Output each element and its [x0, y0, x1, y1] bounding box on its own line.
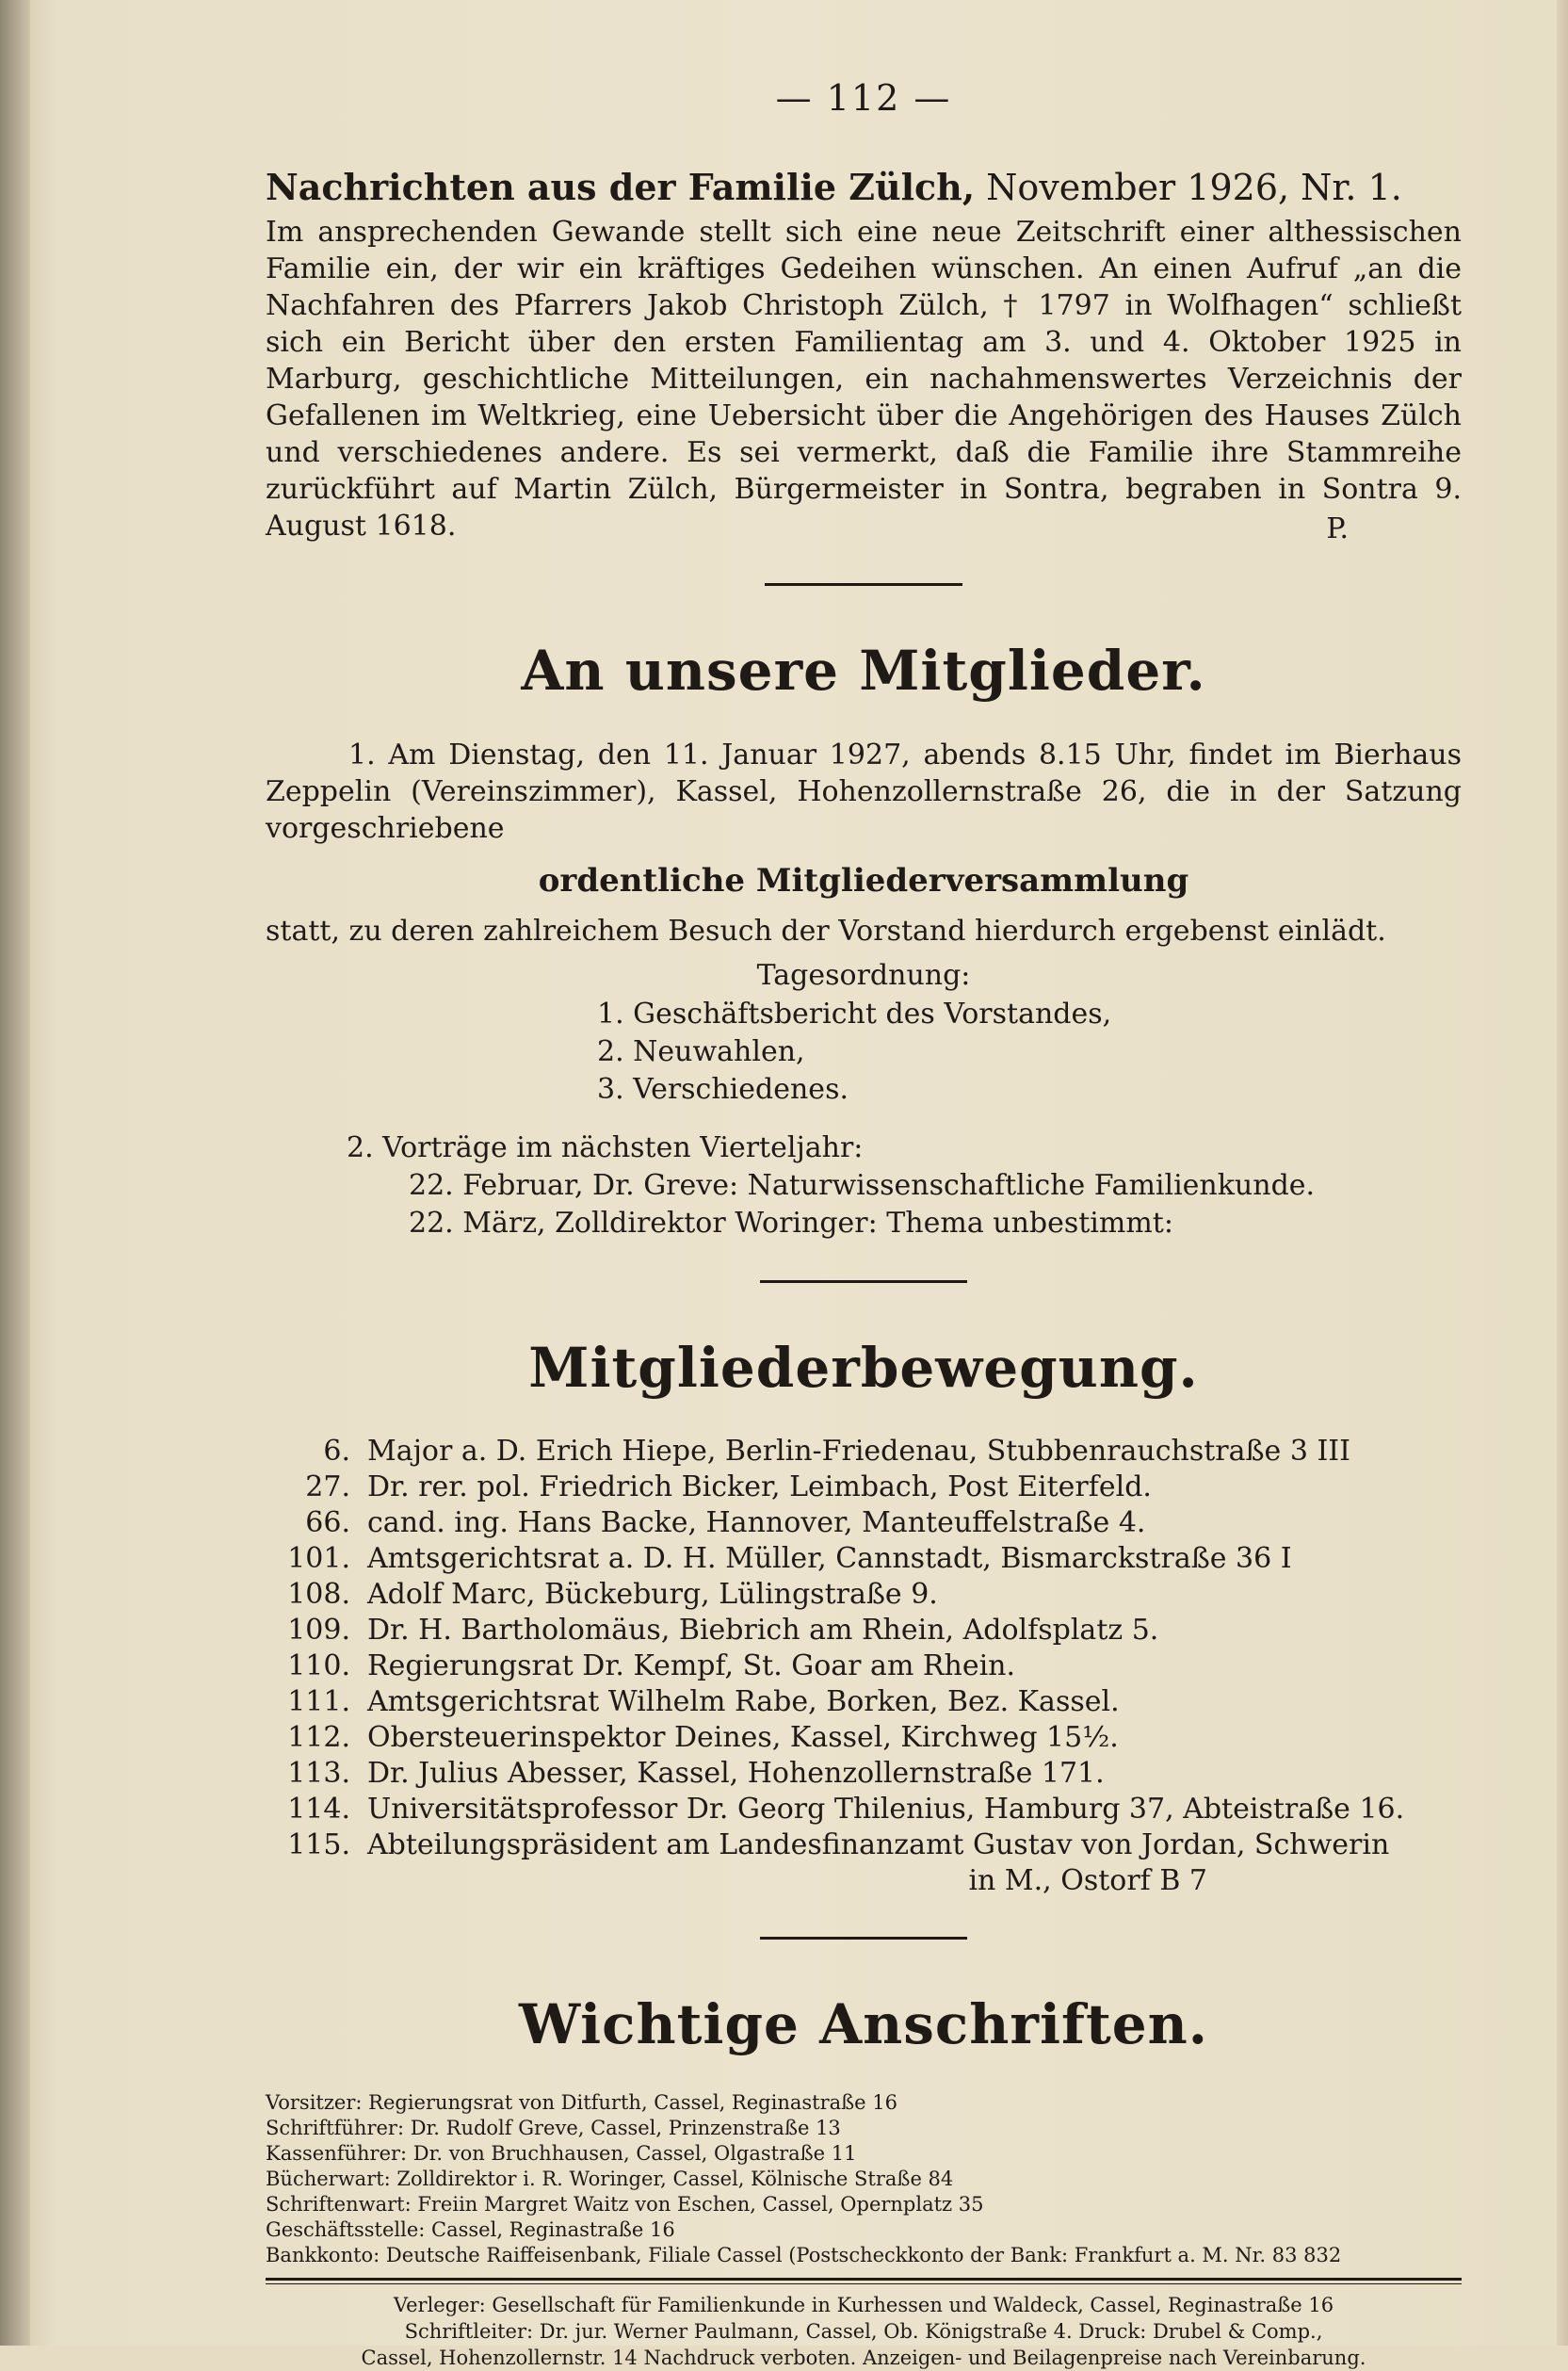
members-notice-section	[266, 639, 1462, 1242]
talk-item: 22. Februar, Dr. Greve: Naturwissenschaftliche Familienkunde.	[409, 1169, 1316, 1202]
address-line: Vorsitzer: Regierungsrat von Ditfurth, Cassel, Reginastraße 16	[266, 2091, 897, 2114]
imprint-section	[266, 2292, 1462, 2371]
addresses-section	[266, 1992, 1462, 2268]
member-text: Obersteuerinspektor Deines, Kassel, Kirchweg 15½.	[367, 1721, 1119, 1754]
members-notice-heading: An unsere Mitglieder.	[521, 639, 1206, 703]
membership-heading: Mitgliederbewegung.	[528, 1336, 1199, 1400]
member-entry	[266, 1684, 1462, 1720]
news-title-bold: Nachrichten aus der Familie Zülch,	[266, 166, 976, 208]
imprint-divider	[266, 2278, 1462, 2284]
member-text: Amtsgerichtsrat a. D. H. Müller, Cannstadt, Bismarckstraße 36 I	[367, 1542, 1292, 1575]
member-text: Universitätsprofessor Dr. Georg Thilenius, Hamburg 37, Abteistraße 16.	[367, 1793, 1405, 1826]
talks-list	[409, 1167, 1462, 1242]
agenda-item: 2. Neuwahlen,	[597, 1035, 805, 1068]
member-entry	[266, 1613, 1462, 1648]
imprint-line: Cassel, Hohenzollernstr. 14 Nachdruck verboten. Anzeigen- und Beilagenpreise nach Vereinbarung.	[361, 2347, 1366, 2369]
page-content	[266, 77, 1462, 2371]
agenda-list	[597, 996, 1462, 1109]
member-entry	[266, 1720, 1462, 1756]
member-number: 112.	[287, 1721, 350, 1754]
member-number: 114.	[287, 1793, 350, 1826]
news-section	[266, 166, 1462, 545]
member-text: Dr. Julius Abesser, Kassel, Hohenzollernstraße 171.	[367, 1757, 1105, 1790]
member-number: 111.	[287, 1685, 350, 1718]
news-signature: P.	[1326, 512, 1349, 545]
member-entry	[266, 1756, 1462, 1792]
member-number: 101.	[287, 1542, 350, 1575]
member-number: 27.	[305, 1470, 350, 1503]
member-entry	[266, 1577, 1462, 1613]
address-line: Geschäftsstelle: Cassel, Reginastraße 16	[266, 2218, 675, 2241]
meeting-name: ordentliche Mitgliederversammlung	[538, 862, 1189, 900]
member-text: Regierungsrat Dr. Kempf, St. Goar am Rhein.	[367, 1649, 1016, 1682]
member-entry	[266, 1505, 1462, 1541]
member-number: 6.	[323, 1435, 350, 1468]
section-divider	[765, 583, 962, 586]
member-entry	[266, 1470, 1462, 1505]
member-text: Dr. rer. pol. Friedrich Bicker, Leimbach, Post Eiterfeld.	[367, 1470, 1152, 1503]
agenda-title: Tagesordnung:	[756, 959, 971, 992]
member-number: 109.	[287, 1614, 350, 1647]
section-divider	[760, 1280, 967, 1283]
member-entry	[266, 1541, 1462, 1577]
imprint-line: Schriftleiter: Dr. jur. Werner Paulmann, Cassel, Ob. Königstraße 4. Druck: Drubel & Comp.,	[404, 2320, 1323, 2343]
agenda-item: 3. Verschiedenes.	[597, 1073, 849, 1106]
talk-item: 22. März, Zolldirektor Woringer: Thema unbestimmt:	[409, 1207, 1173, 1240]
member-text: Adolf Marc, Bückeburg, Lülingstraße 9.	[367, 1578, 938, 1611]
member-entry	[266, 1792, 1462, 1827]
meeting-invitation: statt, zu deren zahlreichem Besuch der Vorstand hierdurch ergebenst einlädt.	[266, 915, 1386, 948]
address-line: Schriftführer: Dr. Rudolf Greve, Cassel, Prinzenstraße 13	[266, 2117, 841, 2139]
membership-list	[266, 1434, 1462, 1899]
membership-section	[266, 1336, 1462, 1899]
member-entry	[266, 1434, 1462, 1470]
member-text: Major a. D. Erich Hiepe, Berlin-Friedenau, Stubbenrauchstraße 3 III	[367, 1435, 1351, 1468]
agenda-item: 1. Geschäftsbericht des Vorstandes,	[597, 998, 1112, 1031]
address-line: Kassenführer: Dr. von Bruchhausen, Cassel, Olgastraße 11	[266, 2142, 857, 2165]
member-number: 110.	[287, 1649, 350, 1682]
news-body: Im ansprechenden Gewande stellt sich eine neue Zeitschrift einer althessischen Familie ein, der wir ein kräftiges Gedeihen wünschen. An einen Aufruf „an die Nachfahren des Pfarrers Jakob Christoph Zülch, † 1797 in Wolfhagen“ schließt sich ein Bericht über den ersten Familientag am 3. und 4. Oktober 1925 in Marburg, geschichtliche Mitteilungen, ein nachahmenswertes Verzeichnis der Gefallenen im Weltkrieg, eine Uebersicht über die Angehörigen des Hauses Zülch und verschiedenes andere. Es sei vermerkt, daß die Familie ihre Stammreihe zurückführt auf Martin Zülch, Bürgermeister in Sontra, begraben in Sontra 9. August 1618.	[266, 216, 1462, 543]
imprint-line: Verleger: Gesellschaft für Familienkunde in Kurhessen und Waldeck, Cassel, Reginastraße 16	[393, 2294, 1334, 2316]
binding-gutter-shadow	[0, 0, 30, 2346]
member-number: 113.	[287, 1757, 350, 1790]
member-entry	[266, 1648, 1462, 1684]
member-text-continuation: in M., Ostorf B 7	[968, 1864, 1207, 1897]
member-text: cand. ing. Hans Backe, Hannover, Manteuffelstraße 4.	[367, 1506, 1146, 1539]
address-line: Schriftenwart: Freiin Margret Waitz von Eschen, Cassel, Opernplatz 35	[266, 2193, 984, 2216]
member-number: 108.	[287, 1578, 350, 1611]
page-number: — 112 —	[775, 77, 952, 119]
member-text: Abteilungspräsident am Landesfinanzamt Gustav von Jordan, Schwerin	[367, 1828, 1390, 1861]
member-text: Amtsgerichtsrat Wilhelm Rabe, Borken, Bez. Kassel.	[367, 1685, 1120, 1718]
address-line: Bankkonto: Deutsche Raiffeisenbank, Filiale Cassel (Postscheckkonto der Bank: Frankfurt a. M. Nr. 83 832	[266, 2244, 1342, 2266]
meeting-announcement: 1. Am Dienstag, den 11. Januar 1927, abends 8.15 Uhr, findet im Bierhaus Zeppelin (Vereinszimmer), Kassel, Hohenzollernstraße 26, die in der Satzung vorgeschriebene	[266, 739, 1462, 845]
member-number: 115.	[287, 1828, 350, 1861]
member-text: Dr. H. Bartholomäus, Biebrich am Rhein, Adolfsplatz 5.	[367, 1614, 1159, 1647]
addresses-heading: Wichtige Anschriften.	[518, 1992, 1208, 2056]
news-title	[266, 166, 1462, 208]
member-number: 66.	[305, 1506, 350, 1539]
address-line: Bücherwart: Zolldirektor i. R. Woringer, Cassel, Kölnische Straße 84	[266, 2168, 954, 2190]
news-title-date: November 1926, Nr. 1.	[975, 167, 1402, 208]
talks-intro: 2. Vorträge im nächsten Vierteljahr:	[347, 1131, 864, 1164]
addresses-list	[266, 2090, 1462, 2268]
member-entry	[266, 1827, 1462, 1899]
page-right-edge	[1557, 0, 1568, 2346]
section-divider	[760, 1937, 967, 1940]
member-text-block	[367, 1827, 1462, 1899]
